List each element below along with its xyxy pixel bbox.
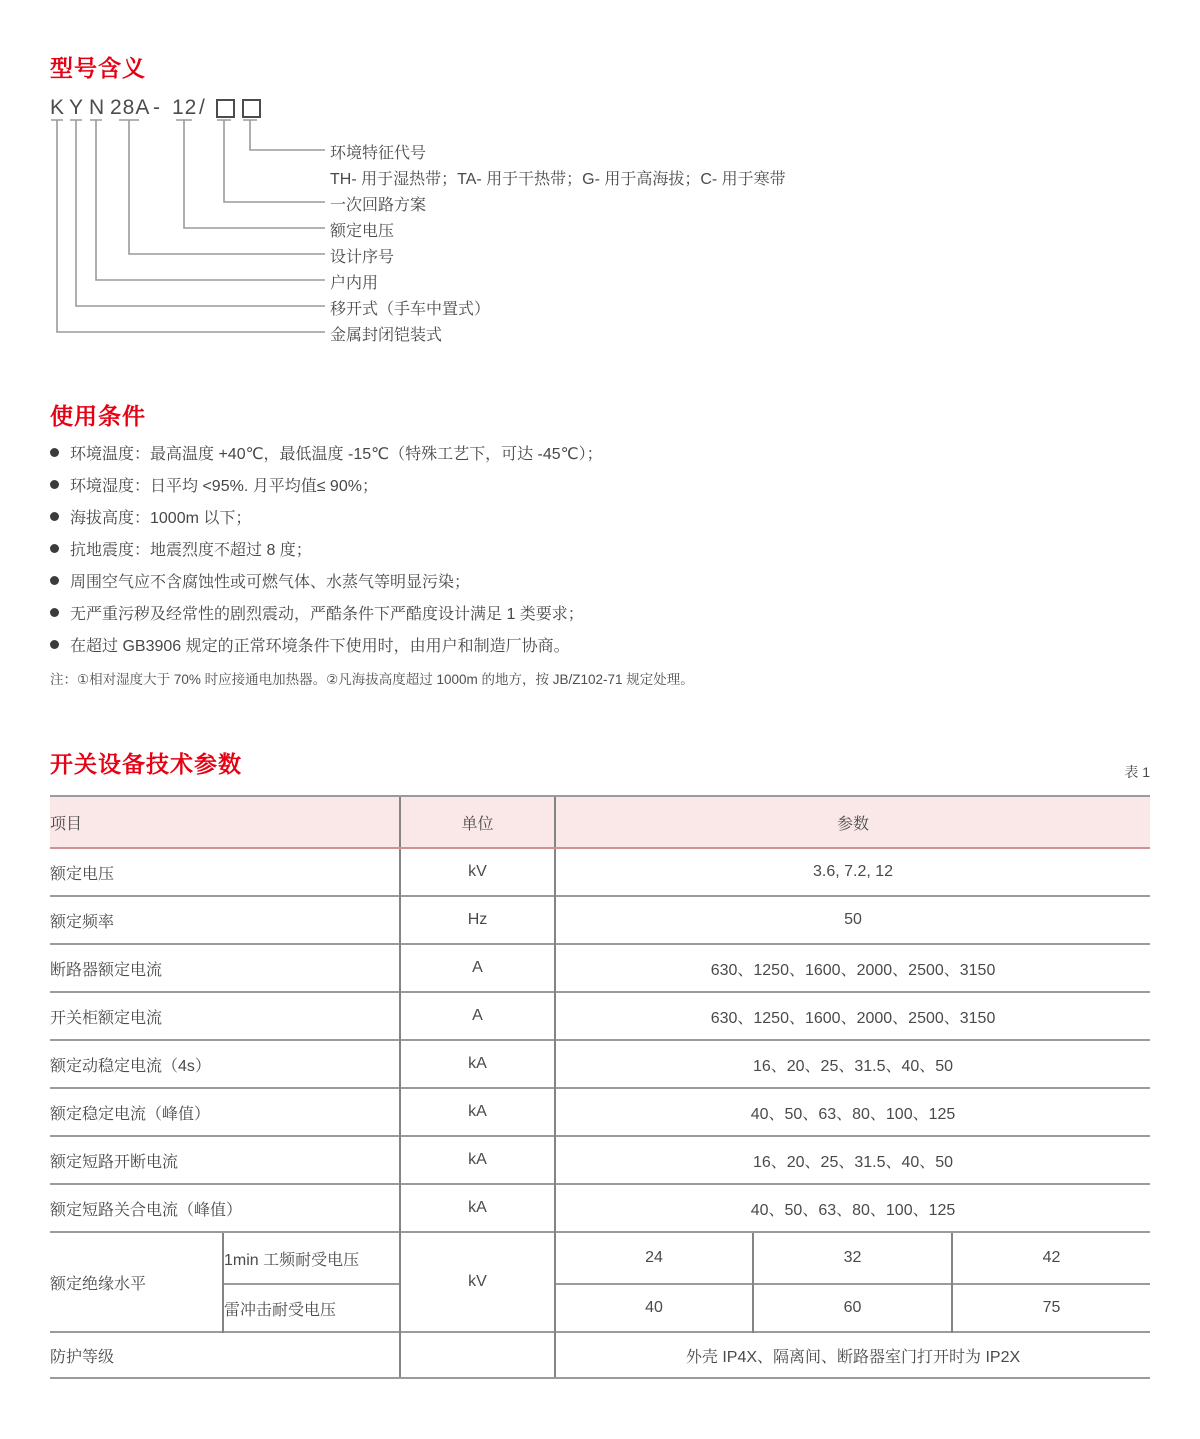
row-unit: A [400, 992, 555, 1040]
table-row [50, 1088, 1150, 1136]
row-value: 16、20、25、31.5、40、50 [555, 1136, 1150, 1184]
row-sub-item: 1min 工频耐受电压 [223, 1232, 400, 1284]
row-value: 75 [952, 1284, 1150, 1332]
diagram-label-withdrawable: 移开式（手车中置式） [330, 301, 491, 318]
row-unit: kA [400, 1184, 555, 1232]
diagram-label-env-detail: TH- 用于湿热带；TA- 用于干热带；G- 用于高海拔；C- 用于寒带 [330, 171, 786, 188]
condition-text: 无严重污秽及经常性的剧烈震动，严酷条件下严酷度设计满足 1 类要求； [70, 605, 584, 623]
row-value: 40、50、63、80、100、125 [555, 1184, 1150, 1232]
row-unit: kA [400, 1088, 555, 1136]
section-title-params: 开关设备技术参数 [50, 751, 242, 777]
bullet-icon [50, 448, 59, 457]
row-unit: A [400, 944, 555, 992]
column-header-unit: 单位 [400, 796, 555, 848]
condition-text: 在超过 GB3906 规定的正常环境条件下使用时，由用户和制造厂协商。 [70, 637, 570, 655]
diagram-label-design-serial: 设计序号 [330, 249, 395, 266]
list-item [50, 444, 603, 463]
diagram-label-primary-scheme: 一次回路方案 [330, 197, 427, 214]
conditions-list [50, 444, 603, 668]
row-item: 额定频率 [50, 896, 400, 944]
row-value: 40 [555, 1284, 753, 1332]
row-value: 32 [753, 1232, 952, 1284]
table-row [50, 944, 1150, 992]
table-row [50, 992, 1150, 1040]
row-value: 630、1250、1600、2000、2500、3150 [555, 944, 1150, 992]
table-row [50, 896, 1150, 944]
placeholder-box-icon [216, 99, 235, 118]
code-dash: - [153, 96, 161, 119]
list-item [50, 476, 603, 495]
diagram-label-env-code: 环境特征代号 [330, 145, 427, 162]
row-value: 50 [555, 896, 1150, 944]
row-item: 开关柜额定电流 [50, 992, 400, 1040]
table-row-insulation-1 [50, 1232, 1150, 1284]
row-sub-item: 雷冲击耐受电压 [223, 1284, 400, 1332]
row-item: 额定动稳定电流（4s） [50, 1040, 400, 1088]
row-value: 24 [555, 1232, 753, 1284]
column-header-item: 项目 [50, 796, 400, 848]
row-value: 16、20、25、31.5、40、50 [555, 1040, 1150, 1088]
diagram-label-rated-voltage: 额定电压 [330, 223, 395, 240]
code-letter-y: Y [69, 96, 85, 119]
row-item: 断路器额定电流 [50, 944, 400, 992]
bullet-icon [50, 608, 59, 617]
bullet-icon [50, 512, 59, 521]
row-value: 630、1250、1600、2000、2500、3150 [555, 992, 1150, 1040]
row-value: 60 [753, 1284, 952, 1332]
code-series: 28A [110, 96, 151, 119]
list-item [50, 604, 603, 623]
bullet-icon [50, 576, 59, 585]
row-item: 防护等级 [50, 1332, 400, 1378]
code-slash: / [199, 96, 206, 119]
row-value: 40、50、63、80、100、125 [555, 1088, 1150, 1136]
diagram-label-indoor: 户内用 [330, 275, 379, 292]
list-item [50, 508, 603, 527]
diagram-label-metal-clad: 金属封闭铠装式 [330, 327, 443, 344]
section-title-model: 型号含义 [50, 55, 146, 81]
bullet-icon [50, 640, 59, 649]
placeholder-box-icon [242, 99, 261, 118]
row-unit: kV [400, 1232, 555, 1332]
list-item [50, 636, 603, 655]
table-header-row [50, 796, 1150, 848]
condition-text: 抗地震度：地震烈度不超过 8 度； [70, 541, 312, 559]
row-item: 额定短路开断电流 [50, 1136, 400, 1184]
row-item: 额定短路关合电流（峰值） [50, 1184, 400, 1232]
tech-params-table [50, 795, 1150, 1379]
condition-text: 周围空气应不含腐蚀性或可燃气体、水蒸气等明显污染； [70, 573, 471, 591]
row-unit: kA [400, 1040, 555, 1088]
conditions-footnote: 注：①相对湿度大于 70% 时应接通电加热器。②凡海拔高度超过 1000m 的地方，按 JB/Z102-71 规定处理。 [50, 672, 694, 687]
row-item: 额定绝缘水平 [50, 1232, 223, 1332]
condition-text: 海拔高度：1000m 以下； [70, 509, 252, 527]
section-title-conditions: 使用条件 [50, 403, 146, 429]
table-row [50, 1184, 1150, 1232]
row-unit [400, 1332, 555, 1378]
bullet-icon [50, 480, 59, 489]
table-caption: 表 1 [1124, 764, 1150, 780]
row-value: 外壳 IP4X、隔离间、断路器室门打开时为 IP2X [555, 1332, 1150, 1378]
row-value: 3.6, 7.2, 12 [555, 848, 1150, 896]
column-header-param: 参数 [555, 796, 1150, 848]
table-row [50, 848, 1150, 896]
row-item: 额定稳定电流（峰值） [50, 1088, 400, 1136]
row-unit: Hz [400, 896, 555, 944]
code-voltage: 12 [172, 96, 198, 119]
condition-text: 环境湿度：日平均 <95%. 月平均值≤ 90%； [70, 477, 378, 495]
table-row [50, 1136, 1150, 1184]
row-value: 42 [952, 1232, 1150, 1284]
row-unit: kA [400, 1136, 555, 1184]
list-item [50, 540, 603, 559]
bullet-icon [50, 544, 59, 553]
code-letter-k: K [50, 96, 66, 119]
condition-text: 环境温度：最高温度 +40℃，最低温度 -15℃（特殊工艺下，可达 -45℃）； [70, 445, 603, 463]
table-row-protection [50, 1332, 1150, 1378]
code-letter-n: N [89, 96, 106, 119]
row-item: 额定电压 [50, 848, 400, 896]
list-item [50, 572, 603, 591]
row-unit: kV [400, 848, 555, 896]
table-row [50, 1040, 1150, 1088]
